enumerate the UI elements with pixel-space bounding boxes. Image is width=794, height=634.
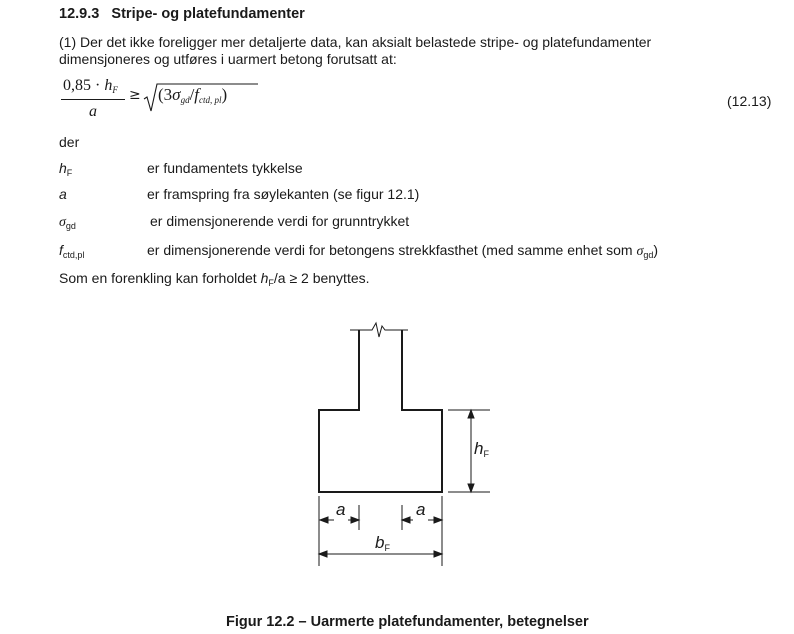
equation-number: (12.13) bbox=[727, 93, 772, 109]
definition-text: er dimensjonerende verdi for betongens strekkfasthet (med samme enhet som bbox=[147, 242, 637, 258]
radicand-coefficient: 3 bbox=[163, 85, 173, 104]
radicand-sigma-subscript: gd bbox=[180, 95, 190, 105]
definition-text-sigma-gd: er dimensjonerende verdi for grunntrykket bbox=[150, 213, 410, 229]
symbol-subscript: F bbox=[66, 168, 73, 178]
radicand-f-subscript: ctd, pl bbox=[199, 95, 222, 105]
symbol: σ bbox=[59, 215, 66, 230]
label-bf bbox=[375, 533, 390, 553]
formula-radicand: $(3\sigma_{gd}/f_{ctd, pl})$ bbox=[158, 85, 228, 105]
formula-denominator: a bbox=[89, 103, 97, 120]
label-hf bbox=[474, 439, 489, 459]
label-b-sub: F bbox=[384, 543, 390, 553]
numerator-variable: h bbox=[104, 77, 113, 94]
radicand-sigma: σ bbox=[172, 85, 181, 104]
symbol: f bbox=[59, 242, 63, 258]
formula-relation: ≥ bbox=[129, 87, 141, 103]
simplification-before: Som en forenkling kan forholdet bbox=[59, 270, 261, 286]
label-h: h bbox=[474, 439, 484, 458]
figure-caption: Figur 12.2 – Uarmerte platefundamenter, betegnelser bbox=[226, 614, 589, 630]
numerator-coefficient: 0,85 · bbox=[63, 77, 105, 94]
section-number: 12.9.3 bbox=[59, 6, 100, 22]
label-a-right: a bbox=[416, 500, 426, 519]
where-label: der bbox=[59, 134, 80, 150]
symbol-subscript: ctd,pl bbox=[62, 250, 85, 260]
simplification-var: h bbox=[260, 270, 269, 286]
numerator-subscript: F bbox=[112, 85, 118, 95]
radicand-divide: / bbox=[189, 85, 195, 104]
symbol-subscript: gd bbox=[65, 221, 76, 231]
definition-text-hf: er fundamentets tykkelse bbox=[147, 160, 303, 176]
tail-subscript: gd bbox=[643, 250, 654, 260]
tail-symbol: σ bbox=[636, 244, 644, 259]
paragraph-line-2: dimensjoneres og utføres i uarmert betong forutsatt at: bbox=[59, 51, 397, 67]
label-b: b bbox=[375, 533, 385, 552]
symbol: a bbox=[59, 186, 67, 202]
definition-text-a: er framspring fra søylekanten (se figur 12.1) bbox=[147, 186, 420, 202]
paragraph-line-1: (1) Der det ikke foreligger mer detaljerte data, kan aksialt belastede stripe- og platefundamenter bbox=[59, 34, 652, 50]
label-h-sub: F bbox=[483, 449, 489, 459]
section-title: Stripe- og platefundamenter bbox=[111, 6, 305, 22]
symbol: h bbox=[59, 160, 67, 176]
foundation-outline bbox=[319, 330, 442, 492]
simplification-sub: F bbox=[268, 278, 274, 288]
label-a-left: a bbox=[336, 500, 346, 519]
radicand-f: f bbox=[194, 85, 200, 104]
tail-text: ) bbox=[653, 242, 659, 258]
simplification-after: /a ≥ 2 benyttes. bbox=[273, 270, 370, 286]
